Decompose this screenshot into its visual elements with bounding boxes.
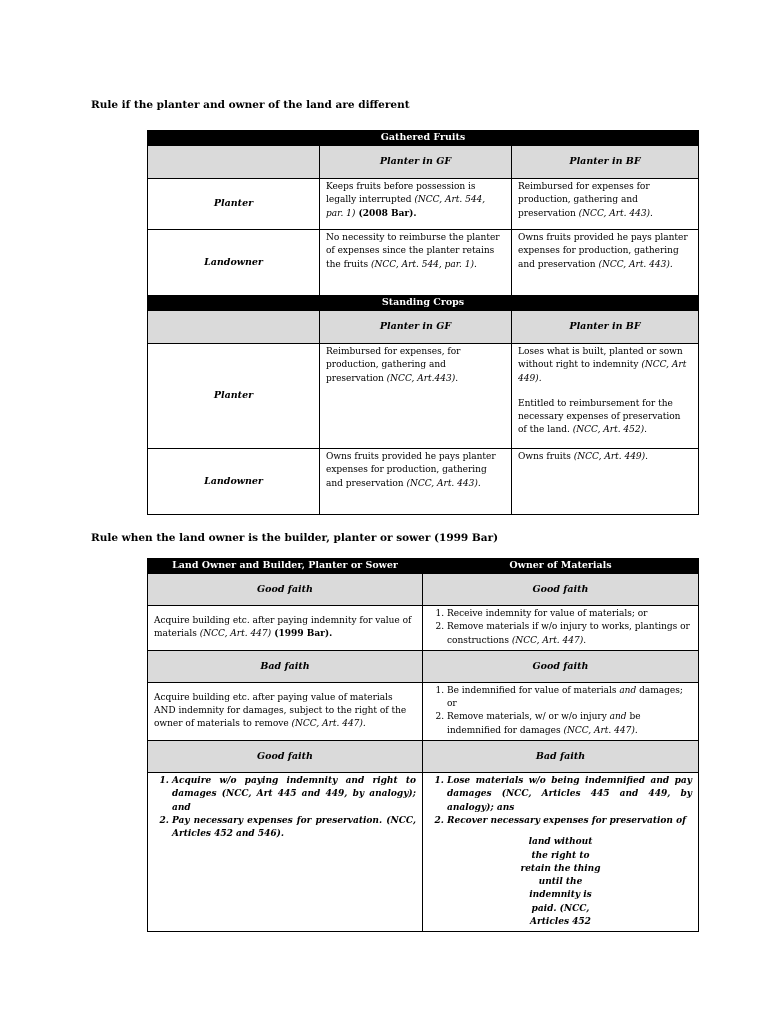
- standing-crops-planter-row: [148, 344, 699, 449]
- sec2-left-cell: Acquire building etc. after paying value of materials AND indemnity for damages, subject to the right of the owner of materials to remove (NCC, Art. 447).: [148, 682, 423, 740]
- standing-crops-header-row: [148, 311, 699, 344]
- cell-gf-landowner-bf: Owns fruits provided he pays planter expenses for production, gathering and preservation (NCC, Art. 443).: [512, 230, 699, 296]
- sec1-header-row: [148, 574, 699, 606]
- gathered-fruits-planter-row: [148, 179, 699, 230]
- gathered-fruits-landowner-row: [148, 230, 699, 296]
- sec3-left-header: Good faith: [148, 741, 423, 773]
- list-item: 2. Remove materials if w/o injury to works, plantings or constructions (NCC, Art. 447).: [447, 621, 692, 648]
- cell-gf-planter-bf: Reimbursed for expenses for production, gathering and preservation (NCC, Art. 443).: [512, 179, 699, 230]
- cell-gf-landowner-gf: No necessity to reimburse the planter of expenses since the planter retains the fruits (NCC, Art. 544, par. 1).: [320, 230, 512, 296]
- section-heading-landowner-builder: Rule when the land owner is the builder, planter or sower (1999 Bar): [91, 532, 499, 544]
- col-planter-bf: Planter in BF: [512, 146, 699, 179]
- row-label-landowner: Landowner: [148, 230, 320, 296]
- list-item: 1. Receive indemnity for value of materials; or: [447, 608, 692, 621]
- row-label-landowner: Landowner: [148, 449, 320, 515]
- gathered-fruits-header-row: [148, 146, 699, 179]
- col-planter-gf: Planter in GF: [320, 311, 512, 344]
- list-item: 1. Acquire w/o paying indemnity and right to damages (NCC, Art 445 and 449, by analogy); and: [172, 775, 416, 815]
- standing-crops-landowner-row: [148, 449, 699, 515]
- sec1-right-header: Good faith: [423, 574, 699, 606]
- cell-sc-planter-bf: Loses what is built, planted or sown without right to indemnity (NCC, Art 449). Entitled to reimbursement for the necessary expenses of preservation of the land. (NCC, Art. 452).: [512, 344, 699, 449]
- sec2-left-header: Bad faith: [148, 650, 423, 682]
- list-item: 2. Recover necessary expenses for preservation of: [447, 815, 692, 828]
- list-item: 1. Lose materials w/o being indemnified and pay damages (NCC, Articles 445 and 449, by analogy); ans: [447, 775, 692, 815]
- list-item: 1. Be indemnified for value of materials and damages; or: [447, 685, 692, 712]
- sec2-right-cell: [423, 682, 699, 740]
- section-heading-different-owners: Rule if the planter and owner of the land are different: [91, 99, 410, 111]
- sec1-left-header: Good faith: [148, 574, 423, 606]
- sec2-content-row: [148, 682, 699, 740]
- sec2-right-header: Good faith: [423, 650, 699, 682]
- cell-sc-landowner-bf: Owns fruits (NCC, Art. 449).: [512, 449, 699, 515]
- cell-sc-landowner-gf: Owns fruits provided he pays planter expenses for production, gathering and preservation (NCC, Art. 443).: [320, 449, 512, 515]
- continuation-text: land without the right to retain the thing until the indemnity is paid. (NCC, Articles 452: [520, 837, 601, 928]
- standing-crops-title: Standing Crops: [148, 296, 699, 311]
- sec3-left-cell: [148, 773, 423, 932]
- sec3-right-header: Bad faith: [423, 741, 699, 773]
- sec2-header-row: [148, 650, 699, 682]
- col-planter-gf: Planter in GF: [320, 146, 512, 179]
- col-landowner-builder: Land Owner and Builder, Planter or Sower: [148, 559, 423, 574]
- gathered-fruits-band: [148, 131, 699, 146]
- planter-landowner-table: [147, 130, 699, 515]
- sec3-content-row: [148, 773, 699, 932]
- list-item: 2. Remove materials, w/ or w/o injury and be indemnified for damages (NCC, Art. 447).: [447, 711, 692, 738]
- empty-header-cell: [148, 146, 320, 179]
- empty-header-cell: [148, 311, 320, 344]
- cell-sc-planter-gf: Reimbursed for expenses, for production, gathering and preservation (NCC, Art.443).: [320, 344, 512, 449]
- builder-materials-table: [147, 558, 699, 932]
- sec3-right-cell: [423, 773, 699, 932]
- row-label-planter: Planter: [148, 344, 320, 449]
- list-item: 2. Pay necessary expenses for preservation. (NCC, Articles 452 and 546).: [172, 815, 416, 842]
- table2-header-band: [148, 559, 699, 574]
- row-label-planter: Planter: [148, 179, 320, 230]
- sec1-content-row: [148, 606, 699, 651]
- standing-crops-band: [148, 296, 699, 311]
- col-owner-materials: Owner of Materials: [423, 559, 699, 574]
- col-planter-bf: Planter in BF: [512, 311, 699, 344]
- gathered-fruits-title: Gathered Fruits: [148, 131, 699, 146]
- sec3-header-row: [148, 741, 699, 773]
- sec1-right-cell: [423, 606, 699, 651]
- cell-gf-planter-gf: Keeps fruits before possession is legally interrupted (NCC, Art. 544, par. 1) (2008 Bar).: [320, 179, 512, 230]
- sec1-left-cell: Acquire building etc. after paying indemnity for value of materials (NCC, Art. 447) (1999 Bar).: [148, 606, 423, 651]
